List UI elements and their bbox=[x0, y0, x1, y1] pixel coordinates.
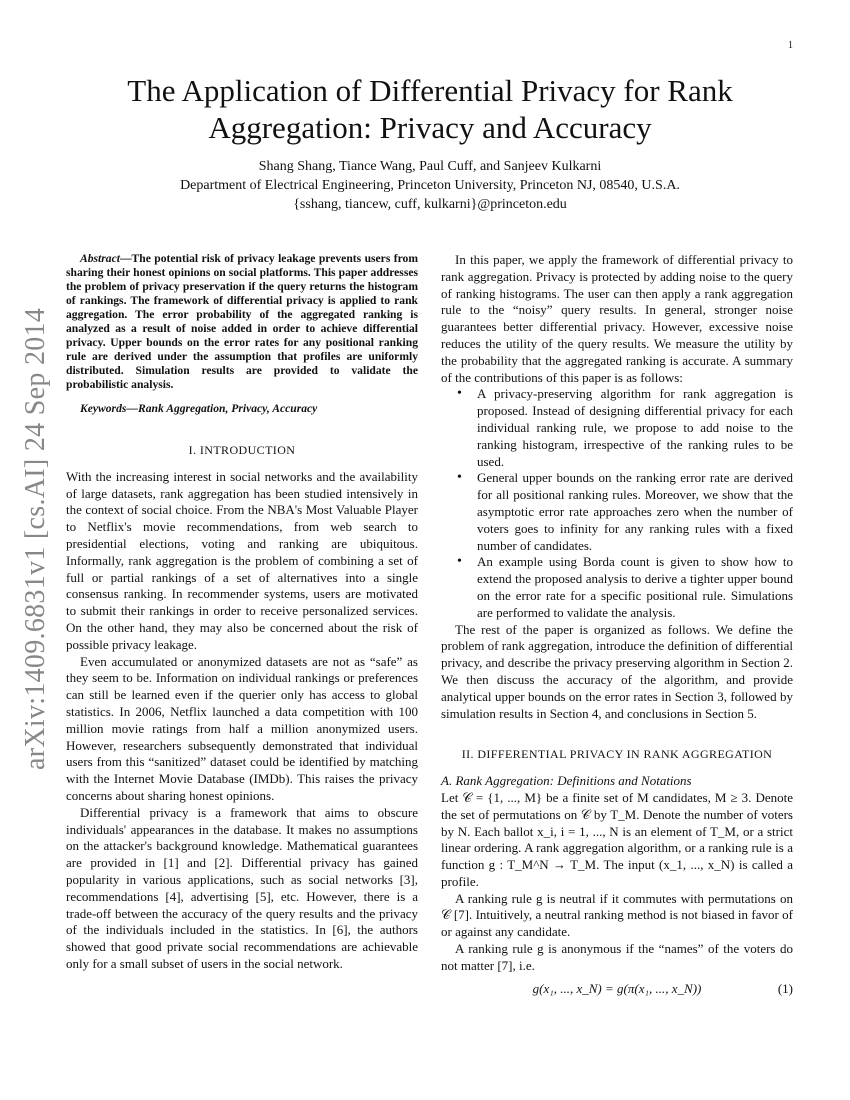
intro-paragraph-1: With the increasing interest in social networks and the availability of large datasets, rank aggregation has been studied intensively in the context of social choice. From the NBA's Most Valuable Player to Netflix's movie recommendations, from web search to presidential elections, voting and ranking are ubiquitous. Informally, rank aggregation is the problem of combining a set of full or partial rankings of a set of alternatives into a single consensus ranking. In recommender systems, users are motivated to submit their rankings in order to receive personalized services. On the other hand, they may also be concerned about the risk of possible privacy leakage. bbox=[66, 468, 418, 652]
equation-1 bbox=[441, 981, 793, 998]
contribution-item: • General upper bounds on the ranking error rate are derived for all positional ranking rules. Moreover, we show that the asymptotic error rate approaches zero when the number of voters goes to infinity for any ranking rules with a fixed number of candidates. bbox=[477, 470, 793, 554]
author-affiliation: Department of Electrical Engineering, Princeton University, Princeton NJ, 08540, U.S.A. bbox=[180, 178, 680, 193]
author-block bbox=[60, 157, 800, 214]
keywords: Keywords—Rank Aggregation, Privacy, Accuracy bbox=[80, 402, 318, 415]
intro-paragraph-2: Even accumulated or anonymized datasets are not as “safe” as they seem to be. Information on individual rankings or preferences can still be learned even if the querier only has access to global statistics. In 2006, Netflix launched a data competition with 100 million movie ratings from half a million anonymized users. However, researchers subsequently demonstrated that individual users from this “sanitized” dataset could be identified by matching with the Internet Movie Database (IMDb). This raises the privacy concerns about sharing honest opinions. bbox=[66, 653, 418, 803]
intro-paragraph-3: Differential privacy is a framework that aims to obscure individuals' appearances in the database. It makes no assumptions on the attacker's background knowledge. Mathematical guarantees are provided in [1] and [2]. Differential privacy has gained popularity in various applications, such as social networks [3], recommendations [4], advertising [5], etc. However, there is a trade-off between the accuracy of the query results and the privacy of the individuals included in the statistics. In [6], the authors showed that good private social recommendations are achievable only for a small subset of users in the social network. bbox=[66, 804, 418, 971]
title-line-1: The Application of Differential Privacy for Rank bbox=[127, 73, 733, 108]
contribution-intro-paragraph: In this paper, we apply the framework of differential privacy to rank aggregation. Privacy is protected by adding noise to the query of ranking histograms. The user can then apply a rank aggregation rule to the “noisy” query results. In general, stronger noise guarantees better differential privacy. However, excessive noise reduces the utility of the query results. We measure the utility by the probability that the aggregated ranking is accurate. A summary of the contributions of this paper is as follows: bbox=[441, 252, 793, 385]
abstract-lead: Abstract bbox=[80, 252, 120, 265]
organization-paragraph: The rest of the paper is organized as follows. We define the problem of rank aggregation, introduce the definition of differential privacy, and describe the privacy preserving algorithm in Section 2. We then discuss the accuracy of the algorithm, and provide analytical upper bounds on the error rates in Section 3, followed by simulation results in Section 4, and conclusions in Section 5. bbox=[441, 621, 793, 721]
contribution-list bbox=[441, 386, 793, 621]
equation-number: (1) bbox=[777, 980, 793, 996]
author-email: {sshang, tiancew, cuff, kulkarni}@princeton.edu bbox=[293, 197, 567, 212]
contribution-item: • A privacy-preserving algorithm for rank aggregation is proposed. Instead of designing differential privacy for each individual ranking rule, we propose to add noise to the ranking histogram, irrespective of the ranking rules to be used. bbox=[477, 386, 793, 470]
section-heading-introduction: I. INTRODUCTION bbox=[188, 443, 296, 457]
section-heading-differential-privacy: II. DIFFERENTIAL PRIVACY IN RANK AGGREGATION bbox=[461, 747, 773, 762]
subsection-heading-definitions: A. Rank Aggregation: Definitions and Notations bbox=[441, 773, 692, 789]
contribution-item: • An example using Borda count is given to show how to extend the proposed analysis to derive a tighter upper bound on the error rate for a specific positional rule. Simulations are performed to validate the analysis. bbox=[477, 554, 793, 621]
title-line-2: Aggregation: Privacy and Accuracy bbox=[208, 110, 652, 145]
left-column bbox=[66, 252, 418, 973]
paper-title bbox=[60, 72, 800, 146]
equation-expression: g(x₁, ..., x_N) = g(π(x₁, ..., x_N)) bbox=[532, 980, 702, 996]
author-names: Shang Shang, Tiance Wang, Paul Cuff, and Sanjeev Kulkarni bbox=[258, 159, 602, 174]
definitions-paragraph-1: Let 𝒞 = {1, ..., M} be a finite set of M candidates, M ≥ 3. Denote the set of permutations on 𝒞 by T_M. Denote the number of voters by N. Each ballot x_i, i = 1, ..., N is an element of T_M, or a strict linear ordering. A rank aggregation algorithm, or a ranking rule is a function g : T_M^N → T_M. The input (x_1, ..., x_N) is called a profile. bbox=[441, 789, 793, 889]
abstract-text: —The potential risk of privacy leakage prevents users from sharing their honest opinions on social platforms. This paper addresses the problem of privacy preservation if the query returns the histogram of rankings. The framework of differential privacy is applied to rank aggregation. The error probability of the aggregated ranking is analyzed as a result of noise added in order to achieve differential privacy. Upper bounds on the error rates for any positional ranking rule are derived under the assumption that profiles are uniformly distributed. Simulation results are provided to validate the probabilistic analysis. bbox=[66, 252, 418, 391]
page-number: 1 bbox=[788, 40, 793, 51]
definitions-paragraph-2: A ranking rule g is neutral if it commutes with permutations on 𝒞 [7]. Intuitively, a neutral ranking method is not biased in favor of or against any candidate. bbox=[441, 890, 793, 940]
definitions-paragraph-3: A ranking rule g is anonymous if the “names” of the voters do not matter [7], i.e. bbox=[441, 941, 793, 973]
arxiv-identifier-stamp: arXiv:1409.6831v1 [cs.AI] 24 Sep 2014 bbox=[20, 307, 51, 770]
right-column bbox=[441, 252, 793, 997]
abstract bbox=[66, 252, 418, 392]
